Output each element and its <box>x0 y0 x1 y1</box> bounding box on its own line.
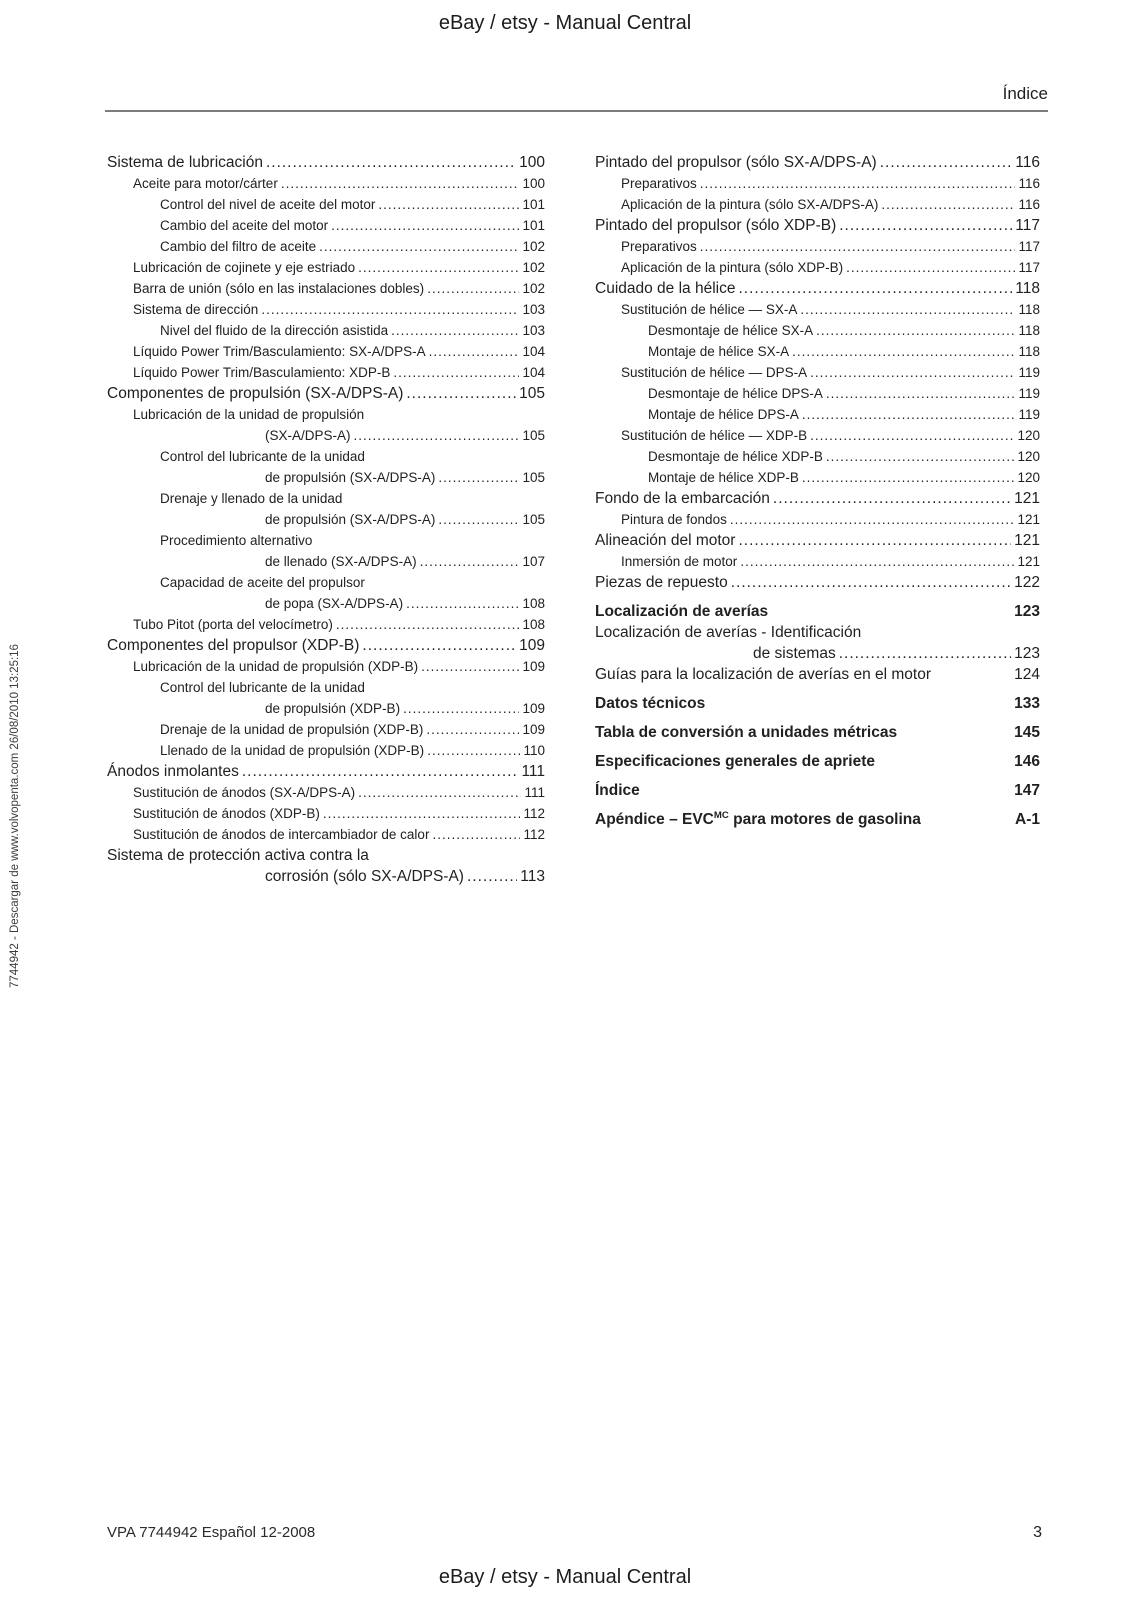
toc-entry-page: 110 <box>523 743 545 758</box>
toc-entry <box>595 722 1040 743</box>
toc-entry-title: de popa (SX-A/DPS-A) <box>265 596 404 611</box>
footer-doc-id: VPA 7744942 Español 12-2008 <box>107 1524 316 1541</box>
toc-entry-page: 113 <box>520 868 545 885</box>
toc-entry-title: Preparativos <box>621 176 697 191</box>
dot-leader <box>700 173 1016 194</box>
toc-entry-page: 105 <box>522 470 545 485</box>
dot-leader <box>730 509 1015 530</box>
dot-leader <box>839 215 1012 236</box>
toc-entry-page: 121 <box>1017 554 1040 569</box>
toc-entry-page: 146 <box>1014 753 1040 770</box>
toc-entry <box>595 509 1040 530</box>
toc-entry-page: 116 <box>1018 176 1040 191</box>
toc-entry <box>595 809 1040 830</box>
toc-entry-page: A-1 <box>1015 811 1040 828</box>
toc-entry-title: Lubricación de la unidad de propulsión (XDP-B) <box>133 659 419 674</box>
dot-leader <box>331 215 519 236</box>
toc-entry-title: Localización de averías - Identificación <box>595 624 862 641</box>
toc-entry-page: 102 <box>522 281 545 296</box>
toc-entry-title: Sustitución de hélice — SX-A <box>621 302 798 317</box>
toc-entry <box>107 278 545 299</box>
toc-entry-title: de propulsión (XDP-B) <box>265 701 401 716</box>
dot-leader <box>281 173 520 194</box>
toc-entry-page: 124 <box>1014 666 1040 683</box>
toc-entry <box>595 530 1040 551</box>
dot-leader <box>826 446 1015 467</box>
toc-entry <box>107 614 545 635</box>
toc-entry-page: 105 <box>522 512 545 527</box>
toc-entry <box>107 488 545 509</box>
page-footer <box>107 1524 1042 1542</box>
toc-entry <box>595 341 1040 362</box>
toc-entry-title: Líquido Power Trim/Basculamiento: SX-A/DPS-A <box>133 344 426 359</box>
toc-entry-title: Sustitución de hélice — XDP-B <box>621 428 808 443</box>
toc-entry-title: Guías para la localización de averías en el motor <box>595 666 932 683</box>
dot-leader <box>427 740 520 761</box>
toc-entry-page: 116 <box>1015 154 1040 171</box>
header-rule <box>105 110 1048 112</box>
dot-leader <box>810 362 1015 383</box>
dot-leader <box>427 278 519 299</box>
dot-leader <box>406 383 516 404</box>
dot-leader <box>773 488 1011 509</box>
toc-entry-page: 100 <box>519 154 545 171</box>
toc-entry-title: Aplicación de la pintura (sólo XDP-B) <box>621 260 844 275</box>
toc-entry-page: 117 <box>1018 239 1040 254</box>
toc-entry-title: Aplicación de la pintura (sólo SX-A/DPS-A) <box>621 197 879 212</box>
toc-entry <box>595 236 1040 257</box>
toc-entry-title: Drenaje de la unidad de propulsión (XDP-B) <box>160 722 424 737</box>
dot-leader <box>792 341 1015 362</box>
dot-leader <box>358 782 521 803</box>
toc-entry <box>107 845 545 866</box>
toc-entry <box>107 698 545 719</box>
dot-leader <box>362 635 516 656</box>
toc-entry-page: 105 <box>519 385 545 402</box>
dot-leader <box>432 824 520 845</box>
toc-entry-title: Componentes del propulsor (XDP-B) <box>107 637 360 654</box>
dot-leader <box>266 152 516 173</box>
toc-entry-title: Cambio del filtro de aceite <box>160 239 317 254</box>
dot-leader <box>740 551 1014 572</box>
dot-leader <box>403 698 519 719</box>
toc-entry-title: Preparativos <box>621 239 697 254</box>
toc-entry-title: Especificaciones generales de apriete <box>595 753 875 770</box>
toc-entry-page: 147 <box>1014 782 1040 799</box>
toc-entry-title: Aceite para motor/cárter <box>133 176 278 191</box>
toc-entry-title: Tubo Pitot (porta del velocímetro) <box>133 617 333 632</box>
toc-entry <box>107 593 545 614</box>
toc-entry-title: de llenado (SX-A/DPS-A) <box>265 554 417 569</box>
dot-leader <box>391 320 519 341</box>
dot-leader <box>881 194 1015 215</box>
toc-entry-title: de propulsión (SX-A/DPS-A) <box>265 470 436 485</box>
toc-entry <box>107 803 545 824</box>
dot-leader <box>323 803 521 824</box>
toc-entry-page: 105 <box>522 428 545 443</box>
toc-entry-page: 111 <box>521 763 545 780</box>
dot-leader <box>319 236 519 257</box>
toc-entry <box>595 152 1040 173</box>
toc-entry <box>107 446 545 467</box>
toc-entry-title: Alineación del motor <box>595 532 736 549</box>
toc-entry <box>107 572 545 593</box>
toc-entry <box>595 446 1040 467</box>
toc-entry-title: (SX-A/DPS-A) <box>265 428 351 443</box>
toc-entry-title: Pintado del propulsor (sólo XDP-B) <box>595 217 837 234</box>
toc-entry-page: 121 <box>1014 490 1040 507</box>
toc-entry <box>595 425 1040 446</box>
toc-entry <box>595 173 1040 194</box>
dot-leader <box>358 257 519 278</box>
toc-entry-title: Apéndice – $EVC^{MC}$ para motores de gasolina <box>595 809 921 828</box>
dot-leader <box>802 404 1016 425</box>
toc-entry <box>595 601 1040 622</box>
toc-entry <box>107 341 545 362</box>
toc-entry <box>595 215 1040 236</box>
dot-leader <box>261 299 519 320</box>
dot-leader <box>816 320 1015 341</box>
toc-entry-page: 117 <box>1015 217 1040 234</box>
toc-entry-title: Índice <box>595 782 640 799</box>
dot-leader <box>802 467 1015 488</box>
toc-entry <box>107 635 545 656</box>
toc-entry-title: Desmontaje de hélice XDP-B <box>648 449 823 464</box>
toc-entry-title: Drenaje y llenado de la unidad <box>160 491 343 506</box>
toc-entry-title: Montaje de hélice SX-A <box>648 344 790 359</box>
toc-entry-superscript: MC <box>713 809 729 821</box>
toc-entry-title: Ánodos inmolantes <box>107 763 239 780</box>
toc-entry-title: Fondo de la embarcación <box>595 490 770 507</box>
toc-entry-title: Control del nivel de aceite del motor <box>160 197 376 212</box>
toc-entry <box>107 509 545 530</box>
dot-leader <box>467 866 517 887</box>
toc-entry-page: 101 <box>522 197 545 212</box>
dot-leader <box>731 572 1011 593</box>
toc-entry <box>595 383 1040 404</box>
toc-entry <box>107 677 545 698</box>
dot-leader <box>826 383 1016 404</box>
toc-entry <box>595 572 1040 593</box>
toc-entry-page: 119 <box>1018 365 1040 380</box>
toc-entry-title: Tabla de conversión a unidades métricas <box>595 724 898 741</box>
toc-entry-title: Lubricación de la unidad de propulsión <box>133 407 365 422</box>
toc-entry <box>595 299 1040 320</box>
dot-leader <box>839 643 1011 664</box>
toc-entry-title: corrosión (sólo SX-A/DPS-A) <box>265 868 464 885</box>
dot-leader <box>421 656 519 677</box>
toc-entry-title: Componentes de propulsión (SX-A/DPS-A) <box>107 385 404 402</box>
toc-entry-title: Barra de unión (sólo en las instalaciones dobles) <box>133 281 425 296</box>
toc-entry <box>107 761 545 782</box>
toc-entry-title: Sistema de dirección <box>133 302 259 317</box>
toc-entry <box>107 530 545 551</box>
toc-entry <box>107 173 545 194</box>
toc-entry <box>107 362 545 383</box>
toc-entry-page: 109 <box>522 722 545 737</box>
toc-entry <box>107 257 545 278</box>
toc-entry <box>595 257 1040 278</box>
toc-right-column <box>595 152 1040 887</box>
dot-leader <box>738 530 1011 551</box>
toc-entry <box>107 320 545 341</box>
dot-leader <box>426 719 519 740</box>
toc-entry-page: 116 <box>1018 197 1040 212</box>
toc-entry-title: Pintura de fondos <box>621 512 727 527</box>
toc-entry-page: 109 <box>522 659 545 674</box>
toc-entry <box>595 622 1040 643</box>
toc-entry-title: de propulsión (SX-A/DPS-A) <box>265 512 436 527</box>
dot-leader <box>438 509 519 530</box>
toc-entry-title: Lubricación de cojinete y eje estriado <box>133 260 356 275</box>
toc-entry-title: Procedimiento alternativo <box>160 533 313 548</box>
toc-entry <box>595 693 1040 714</box>
toc-entry <box>107 551 545 572</box>
toc-entry-title: Sustitución de ánodos (SX-A/DPS-A) <box>133 785 356 800</box>
toc-entry <box>107 425 545 446</box>
dot-leader <box>406 593 519 614</box>
dot-leader <box>846 257 1015 278</box>
toc-entry <box>595 664 1040 685</box>
toc-entry-page: 133 <box>1014 695 1040 712</box>
toc-entry-page: 118 <box>1018 302 1040 317</box>
toc-entry <box>595 780 1040 801</box>
toc-entry-title: Pintado del propulsor (sólo SX-A/DPS-A) <box>595 154 877 171</box>
toc-entry <box>107 740 545 761</box>
toc-entry-title: Llenado de la unidad de propulsión (XDP-B) <box>160 743 425 758</box>
toc-entry-page: 118 <box>1018 344 1040 359</box>
toc-entry <box>107 782 545 803</box>
toc-entry-page: 104 <box>522 365 545 380</box>
footer-page-number: 3 <box>1033 1524 1042 1541</box>
toc-entry-page: 120 <box>1017 449 1040 464</box>
toc-entry <box>107 719 545 740</box>
toc-entry <box>595 751 1040 772</box>
toc-entry-page: 104 <box>522 344 545 359</box>
toc-entry-page: 103 <box>522 302 545 317</box>
toc-entry-title: Sistema de protección activa contra la <box>107 847 369 864</box>
toc-entry-title: Sustitución de ánodos (XDP-B) <box>133 806 320 821</box>
toc-entry <box>595 467 1040 488</box>
toc-left-column <box>107 152 545 887</box>
toc-entry-page: 108 <box>522 617 545 632</box>
page-section-title: Índice <box>1002 84 1048 103</box>
toc-entry-page: 117 <box>1018 260 1040 275</box>
toc-entry <box>107 299 545 320</box>
toc-entry-page: 109 <box>522 701 545 716</box>
toc-entry-page: 145 <box>1014 724 1040 741</box>
table-of-contents <box>107 152 1040 887</box>
toc-entry-title: Cambio del aceite del motor <box>160 218 329 233</box>
dot-leader <box>800 299 1015 320</box>
toc-entry-title: Sustitución de ánodos de intercambiador de calor <box>133 827 430 842</box>
toc-entry-page: 102 <box>522 239 545 254</box>
toc-entry <box>107 383 545 404</box>
toc-entry <box>107 656 545 677</box>
toc-entry-title: Montaje de hélice XDP-B <box>648 470 799 485</box>
toc-entry <box>595 643 1040 664</box>
toc-entry <box>595 320 1040 341</box>
toc-entry-page: 123 <box>1014 603 1040 620</box>
toc-entry-page: 112 <box>523 806 545 821</box>
toc-entry <box>595 362 1040 383</box>
toc-entry-page: 107 <box>522 554 545 569</box>
watermark-sidebar: 7744942 - Descargar de www.volvopenta.com 26/08/2010 13:25:16 <box>9 644 21 988</box>
toc-entry-title: Inmersión de motor <box>621 554 738 569</box>
toc-entry-title: Control del lubricante de la unidad <box>160 449 365 464</box>
toc-entry-page: 118 <box>1015 280 1040 297</box>
toc-entry-page: 109 <box>519 637 545 654</box>
toc-entry <box>595 404 1040 425</box>
toc-entry <box>107 194 545 215</box>
toc-entry-page: 118 <box>1018 323 1040 338</box>
toc-entry-page: 121 <box>1014 532 1040 549</box>
toc-entry-title: Capacidad de aceite del propulsor <box>160 575 365 590</box>
toc-entry-title: Líquido Power Trim/Basculamiento: XDP-B <box>133 365 391 380</box>
toc-entry <box>107 236 545 257</box>
toc-entry-page: 103 <box>522 323 545 338</box>
toc-entry-page: 108 <box>522 596 545 611</box>
toc-entry-page: 121 <box>1017 512 1040 527</box>
toc-entry <box>107 824 545 845</box>
toc-entry-title: de sistemas <box>753 645 836 662</box>
toc-entry-title: Cuidado de la hélice <box>595 280 736 297</box>
dot-leader <box>429 341 520 362</box>
toc-entry-page: 122 <box>1014 574 1040 591</box>
toc-entry-page: 102 <box>522 260 545 275</box>
toc-entry-page: 120 <box>1017 470 1040 485</box>
toc-entry <box>107 866 545 887</box>
toc-entry <box>107 404 545 425</box>
toc-entry-page: 120 <box>1017 428 1040 443</box>
watermark-header: eBay / etsy - Manual Central <box>438 12 692 34</box>
toc-entry-page: 101 <box>522 218 545 233</box>
toc-entry-page: 119 <box>1018 407 1040 422</box>
dot-leader <box>420 551 520 572</box>
toc-entry-page: 111 <box>524 785 545 800</box>
toc-entry <box>595 194 1040 215</box>
toc-entry-title: Sistema de lubricación <box>107 154 263 171</box>
dot-leader <box>336 614 520 635</box>
dot-leader <box>242 761 519 782</box>
toc-entry-title: Control del lubricante de la unidad <box>160 680 365 695</box>
toc-entry-page: 123 <box>1014 645 1040 662</box>
dot-leader <box>438 467 519 488</box>
toc-entry-page: 112 <box>523 827 545 842</box>
toc-entry-title: Piezas de repuesto <box>595 574 728 591</box>
toc-entry <box>107 215 545 236</box>
toc-entry-title: Desmontaje de hélice SX-A <box>648 323 814 338</box>
toc-entry-title: Datos técnicos <box>595 695 706 712</box>
toc-entry-page: 119 <box>1018 386 1040 401</box>
toc-entry <box>107 152 545 173</box>
toc-entry <box>595 551 1040 572</box>
dot-leader <box>393 362 519 383</box>
toc-entry-page: 100 <box>522 176 545 191</box>
dot-leader <box>880 152 1013 173</box>
toc-entry-title: Desmontaje de hélice DPS-A <box>648 386 823 401</box>
toc-entry <box>595 278 1040 299</box>
dot-leader <box>810 425 1014 446</box>
dot-leader <box>700 236 1016 257</box>
toc-entry-title: Montaje de hélice DPS-A <box>648 407 799 422</box>
toc-entry-title: Localización de averías <box>595 603 769 620</box>
watermark-footer: eBay / etsy - Manual Central <box>438 1566 692 1588</box>
toc-entry-title: Nivel del fluido de la dirección asistida <box>160 323 389 338</box>
toc-entry <box>595 488 1040 509</box>
dot-leader <box>738 278 1012 299</box>
dot-leader <box>378 194 519 215</box>
dot-leader <box>354 425 520 446</box>
toc-entry-title: Sustitución de hélice — DPS-A <box>621 365 808 380</box>
toc-entry <box>107 467 545 488</box>
